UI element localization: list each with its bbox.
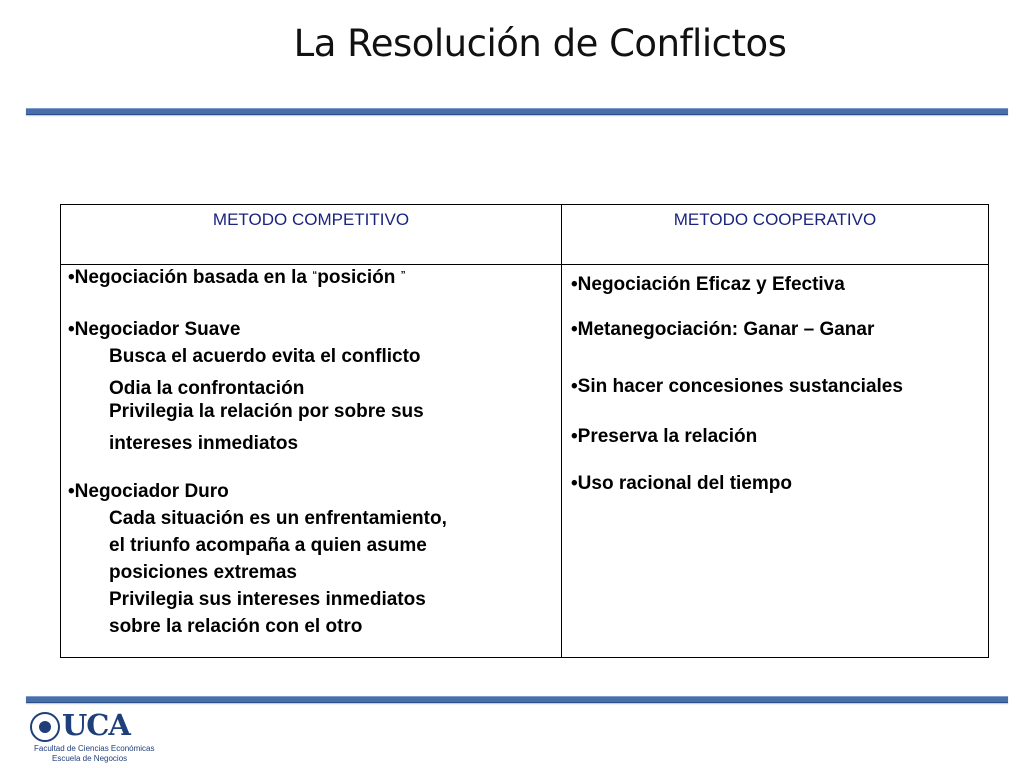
top-divider bbox=[26, 108, 1008, 115]
cooperative-item: •Uso racional del tiempo bbox=[571, 473, 792, 494]
bullet-icon: • bbox=[68, 481, 75, 502]
hard-line: sobre la relación con el otro bbox=[109, 616, 363, 637]
uca-logo bbox=[30, 708, 155, 764]
hard-line: Privilegia sus intereses inmediatos bbox=[109, 589, 426, 610]
header-divider bbox=[61, 264, 988, 265]
comparison-table bbox=[60, 204, 989, 658]
logo-brand: UCA bbox=[62, 708, 130, 742]
bullet-icon: • bbox=[571, 426, 578, 447]
bullet-icon: • bbox=[571, 274, 578, 295]
column-divider bbox=[561, 205, 562, 657]
bullet-icon: • bbox=[571, 376, 578, 397]
logo-faculty: Facultad de Ciencias Económicas bbox=[34, 744, 155, 753]
bullet-icon: • bbox=[68, 267, 75, 288]
cooperative-item: •Sin hacer concesiones sustanciales bbox=[571, 376, 903, 397]
header-cooperative: METODO COOPERATIVO bbox=[673, 210, 877, 229]
logo-school: Escuela de Negocios bbox=[52, 754, 128, 763]
hard-line: el triunfo acompaña a quien asume bbox=[109, 535, 427, 556]
bullet-icon: • bbox=[571, 473, 578, 494]
cooperative-item: •Negociación Eficaz y Efectiva bbox=[571, 274, 845, 295]
header-competitive: METODO COMPETITIVO bbox=[212, 210, 410, 229]
soft-line: Odia la confrontación bbox=[109, 378, 305, 399]
competitive-item-hard: •Negociador Duro bbox=[68, 481, 229, 502]
bottom-divider bbox=[26, 696, 1008, 703]
soft-line: Privilegia la relación por sobre sus bbox=[109, 401, 424, 422]
competitive-item-position: •Negociación basada en la “posición ” bbox=[68, 267, 406, 288]
slide-title: La Resolución de Conflictos bbox=[293, 22, 787, 65]
cooperative-item: •Metanegociación: Ganar – Ganar bbox=[571, 319, 875, 340]
university-seal-icon bbox=[30, 712, 60, 742]
soft-line: Busca el acuerdo evita el conflicto bbox=[109, 346, 421, 367]
soft-line: intereses inmediatos bbox=[109, 433, 299, 454]
open-quote: “ bbox=[312, 270, 318, 281]
competitive-item-soft: •Negociador Suave bbox=[68, 319, 241, 340]
hard-line: posiciones extremas bbox=[109, 562, 297, 583]
close-quote: ” bbox=[400, 270, 406, 281]
bullet-icon: • bbox=[571, 319, 578, 340]
bullet-icon: • bbox=[68, 319, 75, 340]
hard-line: Cada situación es un enfrentamiento, bbox=[109, 508, 447, 529]
cooperative-item: •Preserva la relación bbox=[571, 426, 758, 447]
